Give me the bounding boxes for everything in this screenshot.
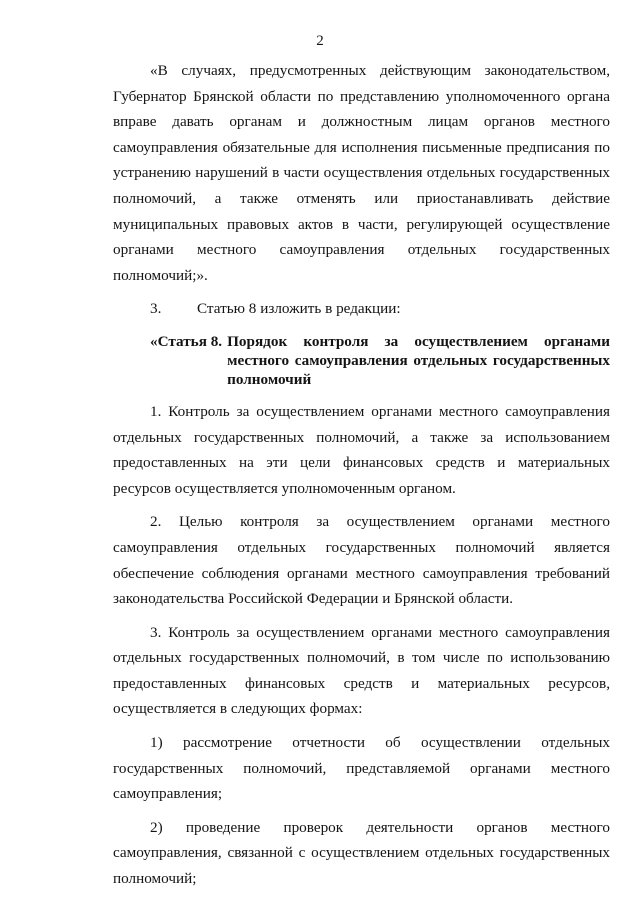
document-body (113, 58, 610, 892)
list-item-2: 2) проведение проверок деятельности органов местного самоуправления, связанной с осуществлением отдельных государственных полномочий; (113, 818, 610, 888)
article-title: Порядок контроля за осуществлением органами местного самоуправления отдельных государственных полномочий (227, 332, 610, 388)
article-paragraph-1: 1. Контроль за осуществлением органами местного самоуправления отдельных государственных полномочий, а также за использованием предоставленных на эти цели финансовых средств и материальных ресурсов осуществляется уполномоченным органом. (113, 402, 610, 497)
amendment-item-3 (113, 296, 610, 322)
paragraph-governor-powers: «В случаях, предусмотренных действующим законодательством, Губернатор Брянской области по представлению уполномоченного органа вправе давать органам и должностным лицам органов местного самоуправления обязательные для исполнения письменные предписания по устранению нарушений в части осуществления отдельных государственных полномочий, а также отменять или приостанавливать действие муниципальных правовых актов в части, регулирующей осуществление органами местного самоуправления отдельных государственных полномочий;». (113, 62, 610, 284)
amendment-item-number: 3. (150, 300, 162, 318)
page-number: 2 (316, 33, 324, 49)
list-item-1: 1) рассмотрение отчетности об осуществлении отдельных государственных полномочий, представляемой органами местного самоуправления; (113, 734, 610, 803)
article-label: «Статья 8. (150, 332, 223, 350)
article-paragraph-2: 2. Целью контроля за осуществлением органами местного самоуправления отдельных государственных полномочий является обеспечение соблюдения органами местного самоуправления требований законодательства Российской Федерации и Брянской области. (113, 513, 610, 608)
article-paragraph-3: 3. Контроль за осуществлением органами местного самоуправления отдельных государственных полномочий, в том числе по использованию предоставленных финансовых средств и материальных ресурсов, осуществляется в следующих формах: (113, 623, 610, 718)
amendment-item-text: Статью 8 изложить в редакции: (197, 300, 401, 318)
article-heading (113, 332, 610, 389)
